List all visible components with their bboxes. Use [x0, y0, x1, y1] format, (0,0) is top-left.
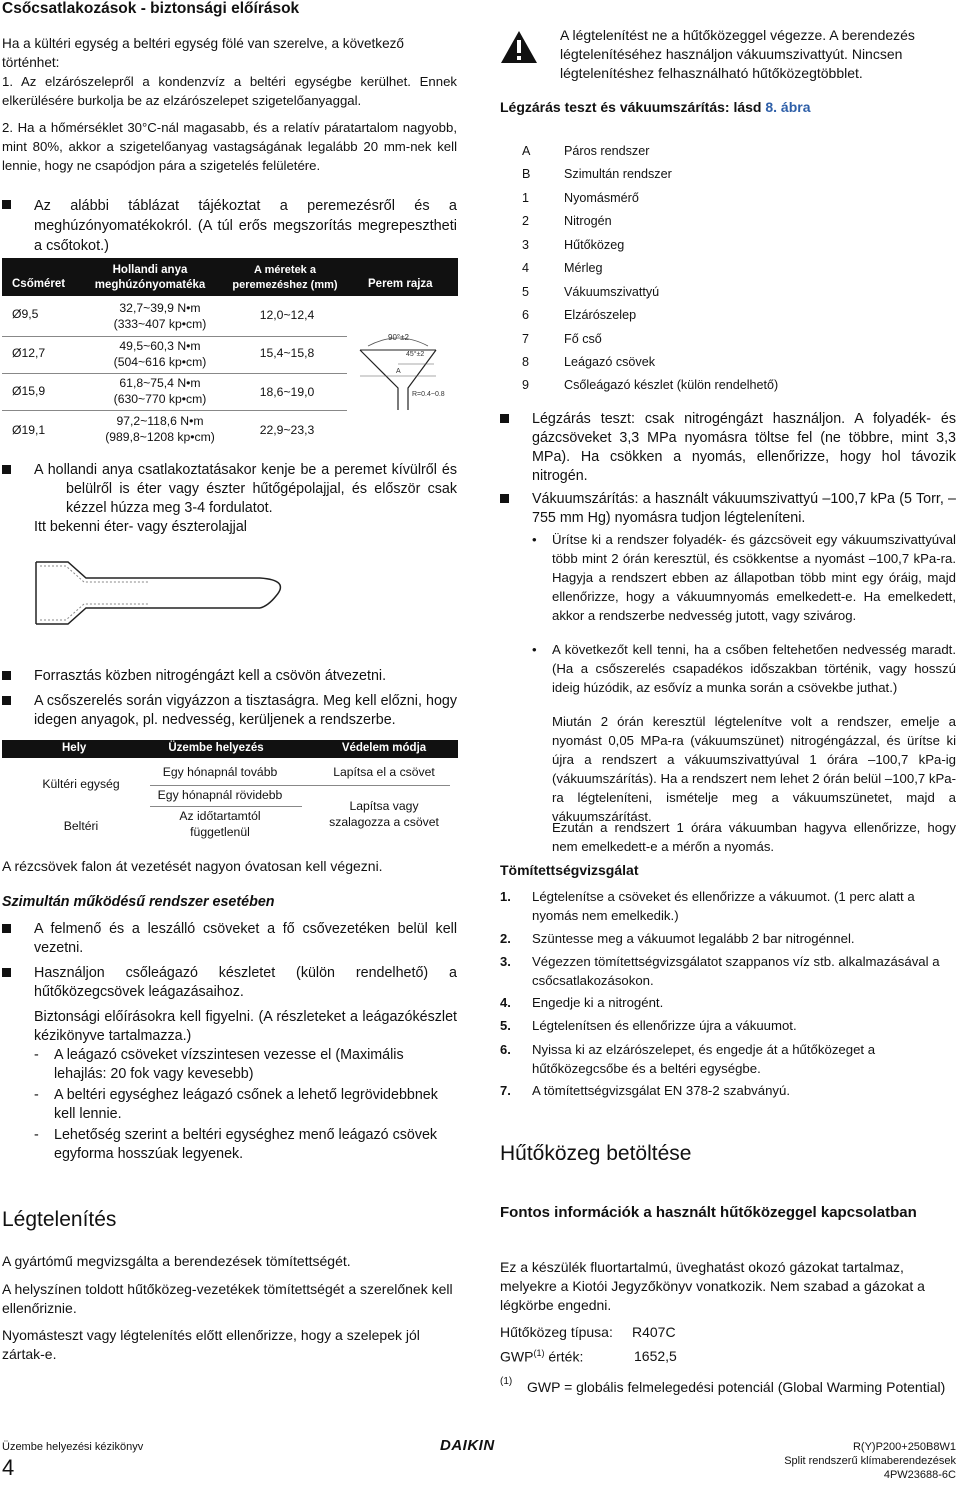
footer-code: 4PW23688-6C: [883, 1469, 956, 1481]
install-over-month: Egy hónapnál tovább: [162, 765, 278, 779]
legend-value: Nitrogén: [564, 214, 612, 228]
header-flare-drawing: Perem rajza: [368, 278, 433, 290]
bullet-square-icon: [2, 465, 11, 474]
bullet-nitrogen: [2, 667, 457, 686]
evacuation-p3: Nyomásteszt vagy légtelenítés előtt ellenőrizze, hogy a szelepek jól zártak-e.: [2, 1327, 420, 1362]
flare-dim: 12,0~12,4: [259, 308, 315, 322]
section-title: Csőcsatlakozások - biztonsági előírások: [2, 0, 300, 17]
legend-value: Leágazó csövek: [564, 355, 656, 369]
location-indoor: Beltéri: [63, 819, 99, 833]
flare-torque: 32,7~39,9 N•m: [119, 301, 201, 315]
legend-key: 2: [522, 214, 530, 228]
legend-value: Elzárószelep: [564, 308, 637, 322]
flare-torque: 49,5~60,3 N•m: [119, 339, 201, 353]
protect-flatten-tape-2: szalagozza a csövet: [329, 815, 439, 829]
refrigerant-info-text: Ez a készülék fluortartalmú, üveghatást okozó gázokat tartalmaz, melyekre a Kiotói Jegyzőkönyv vonatkozik. Nem szabad a gázokat a légkörbe engedni.: [500, 1259, 925, 1313]
install-under-month: Egy hónapnál rövidebb: [157, 788, 283, 802]
legend-key: 1: [522, 191, 530, 205]
flare-dim: 22,9~23,3: [259, 423, 315, 437]
dash-icon: -: [34, 1047, 39, 1063]
legend-value: Mérleg: [564, 261, 603, 275]
install-any-period: Az időtartamtól: [179, 809, 261, 823]
header-protection: Védelem módja: [341, 742, 427, 754]
legend-value: Vákuumszivattyú: [564, 285, 660, 299]
step-7: 7. A tömítettségvizsgálat EN 378-2 szabványú.: [500, 1083, 791, 1098]
legend-key: B: [522, 167, 531, 181]
bullet-text: A csőszerelés során vigyázzon a tisztaságra. Meg kell előzni, hogy idegen anyagok, pl. nedvesség, kerüljenek a rendszerbe.: [34, 693, 457, 728]
header-location: Hely: [62, 742, 87, 754]
location-outdoor: Kültéri egység: [42, 777, 120, 791]
legend-value: Szimultán rendszer: [564, 167, 672, 181]
protect-flatten-tape: Lapítsa vagy: [349, 799, 419, 813]
protect-flatten: Lapítsa el a csövet: [333, 765, 435, 779]
legend-value: Csőleágazó készlet (külön rendelhető): [564, 378, 779, 392]
flare-size: Ø19,1: [12, 423, 46, 437]
legend-value: Hűtőközeg: [564, 238, 625, 252]
bullet-text: Az alábbi táblázat tájékoztat a peremezésről és a meghúzónyomatékokról. (A túl erős megszorítás megrepesztheti a csőtokot.): [34, 198, 457, 254]
header-flare-dims: A méretek a peremezéshez (mm): [232, 264, 338, 291]
refrigerant-charge-title: Hűtőközeg betöltése: [500, 1142, 692, 1165]
bullet-vacuum-drying: [500, 490, 956, 528]
bullet-text: A felmenő és a leszálló csöveket a fő csővezetéken belül kell vezetni.: [34, 921, 457, 956]
dot-item-2-detail: Miután 2 órán keresztül légtelenítve volt a rendszer, emelje a nyomást 0,05 MPa-ra (vákuumszünet) nitrogéngázzal, és ürítse ki újra a rendszert a vákuumszivattyúval 1 órára –100,7 kPa-ig (vákuumszárítás). Ha a rendszert nem lehet 2 órán belül –100,7 kPa-ra légteleníteni, ismételje meg a vákuumszünetet, majd a vákuumszárítást.: [552, 714, 956, 824]
flare-table-header: [2, 258, 458, 296]
bullet-text: Légzárás teszt: csak nitrogéngázt használjon. A folyadék- és gázcsöveket 3,3 MPa nyomásra töltse fel (ne többre, mint 3,3 MPa). Ha csökken a nyomás, ellenőrizze, hogy hol távozik nitrogén.: [532, 411, 956, 484]
bullet-sim-1: [2, 920, 457, 958]
flare-dim-a: A: [396, 368, 401, 375]
bullet-flare-table: [2, 196, 457, 256]
footer-manual: Üzembe helyezési kézikönyv: [2, 1441, 144, 1453]
flare-torque-kp: (989,8~1208 kp•cm): [105, 430, 215, 444]
flare-angle-90: 90°±2: [388, 333, 409, 342]
protection-table-header: [2, 740, 458, 758]
flare-dim: 18,6~19,0: [259, 385, 315, 399]
bullet-cleanliness: [2, 692, 457, 730]
page-number: 4: [2, 1455, 15, 1480]
bullet-sim-2: [2, 964, 457, 1002]
dash-item-2: - A beltéri egységhez leágazó csőnek a lehető legrövidebbnek kell lennie.: [34, 1087, 438, 1122]
evacuation-p1: A gyártómű megvizsgálta a berendezések tömítettségét.: [2, 1253, 351, 1269]
evacuation-title: Légtelenítés: [2, 1208, 117, 1231]
oil-caption: Itt bekenni éter- vagy észterolajjal: [34, 519, 247, 535]
bullet-square-icon: [2, 924, 11, 933]
legend-key: 9: [522, 378, 530, 392]
bullet-square-icon: [500, 494, 509, 503]
header-torque: Hollandi anya meghúzónyomatéka: [94, 264, 206, 291]
flare-radius: R=0.4~0.8: [412, 391, 445, 398]
flare-torque: 61,8~75,4 N•m: [119, 376, 201, 390]
step-6: 6. Nyissa ki az elzárószelepet, és engedje át a hűtőközeget a hűtőközegcsőbe és a beltéri egységbe.: [500, 1042, 876, 1076]
warning-icon: [500, 30, 538, 64]
tightness-title: Tömítettségvizsgálat: [500, 862, 639, 878]
legend-key: 6: [522, 308, 530, 322]
warning-text: A légtelenítést ne a hűtőközeggel végezze. A berendezés légtelenítéséhez használjon vákuumszivattyút. Nincsen légtelenítéshez felhasználható hűtőközegtöbblet.: [560, 27, 915, 81]
bullet-square-icon: [2, 696, 11, 705]
flare-torque-kp: (504~616 kp•cm): [113, 355, 207, 369]
dash-icon: -: [34, 1127, 39, 1143]
header-pipe-size: Csőméret: [12, 278, 66, 290]
pipe-flare-drawing: [28, 558, 293, 630]
step-1: 1. Légtelenítse a csöveket és ellenőrizze a vákuumot. (1 perc alatt a nyomás nem emelkedik.): [500, 889, 915, 923]
numbered-item-2: 2. Ha a hőmérséklet 30°C-nál magasabb, és a relatív páratartalom nagyobb, mint 80%, akkor a szigetelőanyag vastagságának legalább 20 mm-nek kell lennie, hogy ne csapódjon pára a szigetelés felületére.: [2, 120, 457, 173]
bullet-square-icon: [2, 671, 11, 680]
simultaneous-title: Szimultán működésű rendszer esetében: [2, 894, 275, 910]
step-2: 2. Szüntesse meg a vákuumot legalább 2 bar nitrogénnel.: [500, 931, 855, 946]
gwp-label: GWP$^{(1)}$ érték:: [500, 1348, 584, 1365]
step-4: 4. Engedje ki a nitrogént.: [500, 995, 664, 1010]
bullet-text: Használjon csőleágazó készletet (külön rendelhető) a hűtőközegcsövek leágazásaihoz.: [34, 965, 457, 1000]
flare-torque: 97,2~118,6 N•m: [116, 414, 204, 428]
daikin-logo: DAIKIN: [440, 1437, 495, 1454]
legend-value: Páros rendszer: [564, 144, 650, 158]
refrigerant-type-label: Hűtőközeg típusa:: [500, 1324, 613, 1340]
dot-item-2-final: Ezután a rendszert 1 órára vákuumban hagyva ellenőrizze, hogy nem emelkedett-e a mérőn a nyomás.: [552, 820, 956, 854]
footer-model: R(Y)P200+250B8W1: [852, 1441, 956, 1453]
bullet-text: Vákuumszárítás: a használt vákuumszivattyú –100,7 kPa (5 Torr, –755 mm Hg) nyomásra tudjon légteleníteni.: [532, 491, 956, 526]
footnote-mark: (1): [500, 1376, 513, 1387]
bullet-leak-test: [500, 410, 956, 486]
dash-item-1: - A leágazó csöveket vízszintesen vezesse el (Maximális lehajlás: 20 fok vagy kevesebb): [34, 1047, 404, 1082]
legend-value: Fő cső: [564, 332, 602, 346]
flare-torque-kp: (630~770 kp•cm): [113, 392, 207, 406]
legend-key: 5: [522, 285, 530, 299]
refrigerant-type-value: R407C: [632, 1324, 676, 1340]
legend-key: 3: [522, 238, 530, 252]
evacuation-p2: A helyszínen toldott hűtőközeg-vezetékek tömítettségét a szerelőnek kell ellenőriznie.: [2, 1281, 453, 1316]
flare-size: Ø15,9: [12, 384, 46, 398]
flare-angle-45: 45°±2: [406, 351, 425, 358]
leak-test-title: Légzárás teszt és vákuumszárítás: lásd 8. ábra: [500, 99, 811, 115]
dash-icon: -: [34, 1087, 39, 1103]
dot-icon: •: [532, 642, 537, 657]
flare-torque-kp: (333~407 kp•cm): [113, 317, 207, 331]
bullet-text: A hollandi anya csatlakoztatásakor kenje be a peremet kívülről és belülről is éter vagy észter hűtőgépolajjal, és először csak kézzel húzza meg 3-4 fordulatot.: [34, 462, 457, 516]
install-any-period-2: függetlenül: [190, 825, 250, 839]
step-3: 3. Végezzen tömítettségvizsgálatot szappanos víz stb. alkalmazásával a csőcsatlakozásokon.: [500, 954, 940, 988]
legend-key: 4: [522, 261, 530, 275]
flare-drawing: [354, 326, 458, 410]
gwp-value: 1652,5: [634, 1348, 677, 1364]
bullet-oil: [2, 461, 457, 518]
bullet-square-icon: [500, 414, 509, 423]
dot-item-2: • A következőt kell tenni, ha a csőben feltehetően nedvesség maradt. (Ha a csőszerelés csapadékos időszakban történik, vagy hosszú ideig húzódik, az esővíz a munka során a csövekbe juthat.): [532, 642, 956, 695]
legend-value: Nyomásmérő: [564, 191, 639, 205]
step-5: 5. Légtelenítsen és ellenőrizze újra a vákuumot.: [500, 1018, 797, 1033]
legend-key: 8: [522, 355, 530, 369]
wall-note: A rézcsövek falon át vezetését nagyon óvatosan kell végezni.: [2, 858, 383, 874]
refrigerant-info-title: Fontos információk a használt hűtőközeggel kapcsolatban: [500, 1204, 917, 1221]
dot-item-1: • Ürítse ki a rendszer folyadék- és gázcsöveit egy vákuumszivattyúval több mint 2 órán keresztül, és csökkentse a nyomást –100,7 kPa-ra. Hagyja a rendszert ebben az állapotban több mint egy óráig, majd ellenőrizze, hogy a vákuumnyomás emelkedett-e. Ha emelkedett, akkor a rendszerbe nedvesség jutott, vagy szivárog.: [532, 532, 956, 623]
legend-key: A: [522, 144, 531, 158]
figure-link[interactable]: 8. ábra: [765, 99, 811, 115]
bullet-square-icon: [2, 968, 11, 977]
intro-text: Ha a kültéri egység a beltéri egység fölé van szerelve, a következő történhet:: [2, 36, 404, 70]
footnote-text: GWP = globális felmelegedési potenciál (Global Warming Potential): [527, 1379, 946, 1395]
flare-size: Ø9,5: [12, 307, 39, 321]
sim-safety: Biztonsági előírásokra kell figyelni. (A részleteket a leágazókészlet kézikönyve tartalmazza.): [34, 1009, 457, 1044]
footer-subtitle: Split rendszerű klímaberendezések: [784, 1455, 956, 1467]
numbered-item-1: 1. Az elzárószelepről a kondenzvíz a beltéri egységbe kerülhet. Ennek elkerülésére burkolja be az elzárószelepet szigetelőanyaggal.: [2, 74, 457, 108]
bullet-text: Forrasztás közben nitrogéngázt kell a csövön átvezetni.: [34, 668, 387, 684]
flare-size: Ø12,7: [12, 346, 46, 360]
flare-dim: 15,4~15,8: [259, 346, 315, 360]
legend-key: 7: [522, 332, 530, 346]
header-installation: Üzembe helyezés: [168, 742, 264, 754]
bullet-square-icon: [2, 200, 11, 209]
dot-icon: •: [532, 532, 537, 547]
dash-item-3: - Lehetőség szerint a beltéri egységhez menő leágazó csövek egyforma hosszúak legyenek.: [34, 1127, 438, 1162]
